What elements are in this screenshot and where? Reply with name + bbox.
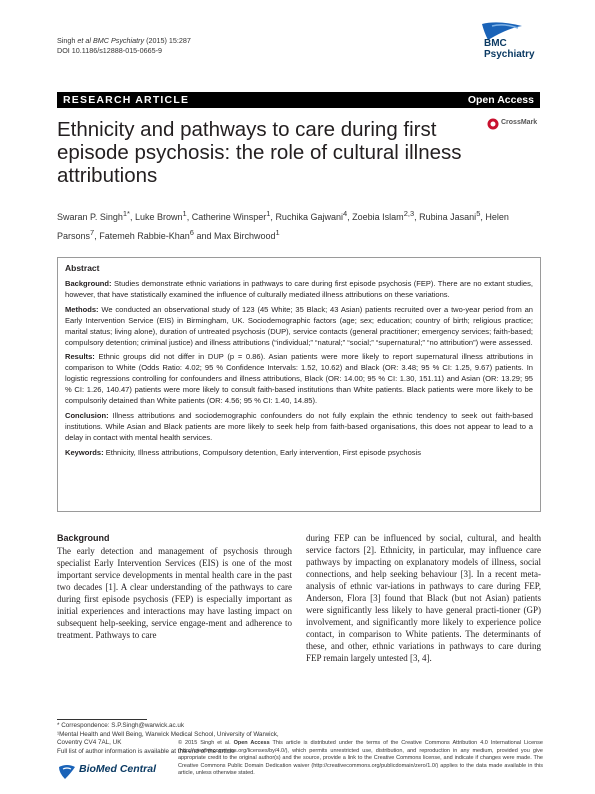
author: Max Birchwood$^1$ xyxy=(213,228,280,241)
running-header xyxy=(57,36,191,55)
crossmark-label: CrossMark xyxy=(501,119,538,126)
author: Ruchika Gajwani$^4$ xyxy=(275,209,348,222)
abstract-heading: Abstract xyxy=(65,263,100,273)
body-column-right xyxy=(306,532,541,664)
biomed-central-logo-icon xyxy=(57,763,77,779)
author: Swaran P. Singh$^{1*}$ xyxy=(57,209,130,222)
license-notice: © 2015 Singh et al. Open Access This article is distributed under the terms of the Creative Commons Attribution 4.0 International License (http://creativecommons.org/licenses/by/4.0/), which permits unrestricted use, distribution, and reproduction in any medium, provided you give appropriate credit to the original author(s) and the source, provide a link to the Creative Commons license, and indicate if changes were made. The Creative Commons Public Domain Dedication waiver (http://creativecommons.org/publicdomain/zero/1.0/) applies to the data made available in this article, unless otherwise stated. xyxy=(178,740,543,777)
author-list: Swaran P. Singh$^{1*}$, Luke Brown$^1$, Catherine Winsper$^1$, Ruchika Gajwani$^4$, Zoebia Islam$^{2,3}$, Rubina Jasani$^5$, Helen Parsons$^7$, Fatemeh Rabbie-Khan$^6$ and Max Birchwood$^1$ xyxy=(57,209,509,241)
author: Zoebia Islam$^{2,3}$ xyxy=(352,209,415,222)
abstract-results: Results: Ethnic groups did not differ in DUP (p = 0.86). Asian patients were more likely to report supernatural illness attributions in comparison to White (Odds Ratio: 4.02; 95 % Confidence Intervals: 1.52, 10.62) and Black (OR: 3.48; 95 % CI: 1.25, 9.67) patients. In logistic regressions controlling for confounders and illness attributions, Black (OR: 14.00; 95 % CI: 1.30, 151.11) and Asian (OR: 13.29; 95 % CI: 1.26, 140.47) patients were more likely to consult faith-based institutions than White patients. Black patients were more likely to be compulsorily detained than White patients (OR: 4.56; 95 % CI: 1.40, 14.85). xyxy=(65,352,533,406)
publisher-logo xyxy=(57,763,177,779)
journal-logo-text: BMC Psychiatry xyxy=(484,38,535,60)
section-heading-background: Background xyxy=(57,533,110,543)
crossmark-icon xyxy=(487,118,499,130)
body-column-left xyxy=(57,532,292,641)
article-type: RESEARCH ARTICLE xyxy=(63,94,190,106)
journal-logo xyxy=(478,20,548,74)
footnote-divider xyxy=(57,719,147,720)
correspondence: * Correspondence: S.P.Singh@warwick.ac.uk xyxy=(57,722,185,729)
open-access-label: Open Access xyxy=(467,94,534,106)
crossmark-badge[interactable] xyxy=(487,118,547,132)
doi: DOI 10.1186/s12888-015-0665-9 xyxy=(57,45,162,55)
abstract-conclusion: Conclusion: Illness attributions and sociodemographic confounders do not fully explain the ethnic tendency to seek out faith-based institutions. While Asian and Black patients are more likely to seek help from faith-based organisations, this does not appear to lead to a delay in contact with mental health services. xyxy=(65,410,533,442)
publisher-name: BioMed Central xyxy=(79,763,157,775)
abstract-methods: Methods: We conducted an observational study of 123 (45 White; 35 Black; 43 Asian) patients recruited over a two-year period from an Early Intervention Service (EIS) in Birmingham, UK. Sociodemographic factors (age; sex; education; country of birth; religious practice; marital status; living alone), duration of untreated psychosis (DUP), service contacts (general practitioner; emergency services; faith-based; compulsory detention; criminal justice) and illness attributions (“individual;” “natural;” “social;” “supernatural;” “no attribution”) were assessed. xyxy=(65,304,533,347)
article-type-banner xyxy=(57,92,540,108)
article-title: Ethnicity and pathways to care during first episode psychosis: the role of cultural illness attributions xyxy=(57,118,462,187)
abstract-background: Background: Studies demonstrate ethnic variations in pathways to care during first episode psychosis (FEP). There are no extant studies, however, that have statistically examined the influence of culturally mediated illness attributions on these variations. xyxy=(65,279,533,299)
author: Luke Brown$^1$ xyxy=(135,209,187,222)
abstract-keywords: Keywords: Ethnicity, Illness attributions, Compulsory detention, Early intervention, First episode psychosis xyxy=(65,447,421,457)
author: Helen Parsons$^7$ xyxy=(57,212,509,241)
body-paragraph: during FEP can be influenced by social, cultural, and health service factors [2]. Ethnicity, in particular, may influence care pathways by impacting on explanatory models of illness, social connections, and help seeking behaviour [3]. In a recent meta-analysis of ethnic var-iations in pathways to care during FEP, Anderson, Flora [3] found that Black (but not Asian) patients were significantly less likely to have general practi-tioner (GP) involvement, and significantly more likely to experience police contact, in comparison to White patients. The determinants of these, and other, ethnic variations in pathways to care during FEP remain largely untested [3, 4]. xyxy=(306,533,541,663)
abstract-box xyxy=(57,257,541,512)
affiliation: ¹Mental Health and Well Being, Warwick Medical School, University of Warwick, Coventry CV4 7AL, UK xyxy=(57,730,279,747)
author-info-note: Full list of author information is available at the end of the article xyxy=(57,747,235,755)
author: Fatemeh Rabbie-Khan$^6$ xyxy=(99,228,194,241)
author: Rubina Jasani$^5$ xyxy=(419,209,481,222)
body-paragraph: The early detection and management of psychosis through specialist Early Intervention Services (EIS) is one of the most important service developments in mental health care in the past two decades [1]. A clear understanding of the pathways to care during first episode psychosis (FEP) is especially important as initial experiences and interactions may have lasting impact on subsequent help-seeking, service engage-ment and adherence to treatment. Pathways to care xyxy=(57,546,292,640)
citation: Singh et al BMC Psychiatry (2015) 15:287 xyxy=(57,36,191,45)
author: Catherine Winsper$^1$ xyxy=(191,209,271,222)
